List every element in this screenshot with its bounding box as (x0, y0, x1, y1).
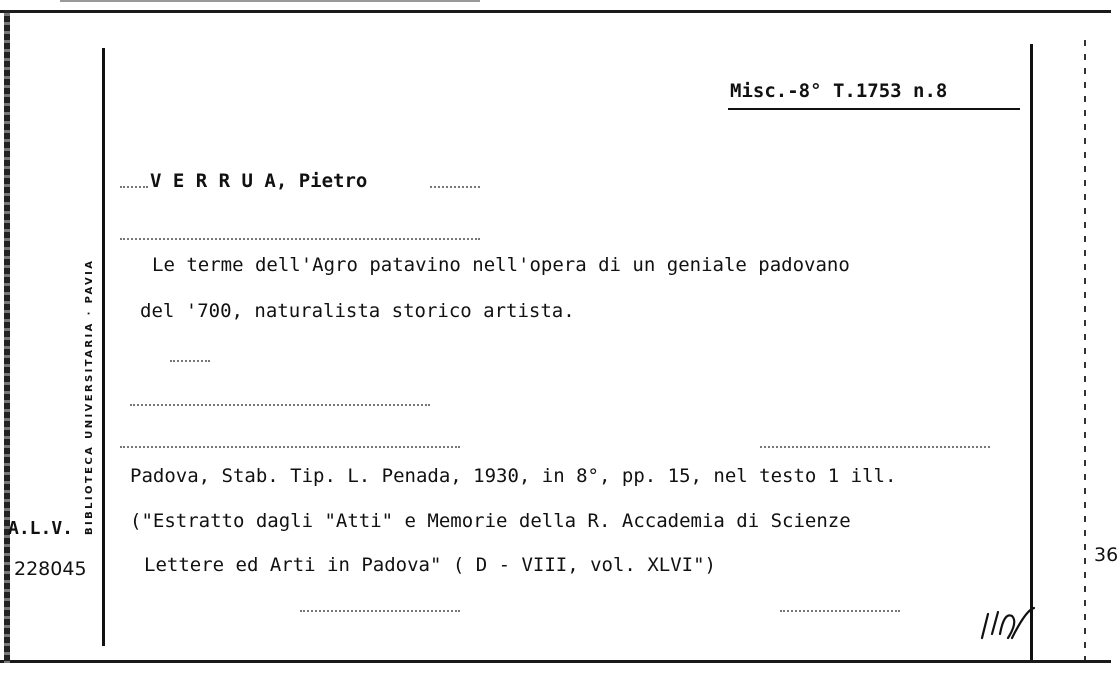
dotted-rule (120, 238, 480, 240)
card-top-shadow (60, 0, 480, 2)
handwritten-initials (978, 604, 1038, 644)
left-margin-rule (102, 48, 105, 646)
shelfmark-underline (728, 108, 1020, 110)
author-heading: V E R R U A, Pietro (150, 170, 368, 192)
card-left-edge (4, 10, 10, 663)
dotted-rule (760, 446, 990, 448)
dotted-rule (170, 360, 210, 362)
inventory-label: A.L.V. (8, 518, 74, 539)
card-bottom-border (0, 660, 1111, 663)
dotted-rule (300, 610, 460, 612)
note-line-2: Lettere ed Arti in Padova" ( D - VIII, vol. XLVI") (144, 554, 716, 576)
dotted-rule (780, 610, 900, 612)
title-line-1: Le terme dell'Agro patavino nell'opera di un geniale padovano (152, 254, 850, 276)
imprint-line: Padova, Stab. Tip. L. Penada, 1930, in 8°, pp. 15, nel testo 1 ill. (130, 465, 897, 487)
note-line-1: ("Estratto dagli "Atti" e Memorie della R. Accademia di Scienze (130, 510, 851, 532)
dotted-rule (130, 404, 430, 406)
dotted-rule (120, 186, 148, 188)
inventory-number: 228045 (14, 558, 87, 580)
card-top-border (0, 10, 1111, 13)
dotted-rule (120, 446, 460, 448)
edge-number: 36 (1094, 544, 1118, 566)
title-line-2: del '700, naturalista storico artista. (140, 300, 575, 322)
shelfmark: Misc.-8° T.1753 n.8 (730, 80, 948, 102)
library-stamp-text: BIBLIOTECA UNIVERSITARIA · PAVIA (84, 258, 95, 535)
right-margin-rule (1030, 44, 1033, 660)
dotted-rule (430, 186, 480, 188)
card-right-edge (1084, 40, 1086, 660)
